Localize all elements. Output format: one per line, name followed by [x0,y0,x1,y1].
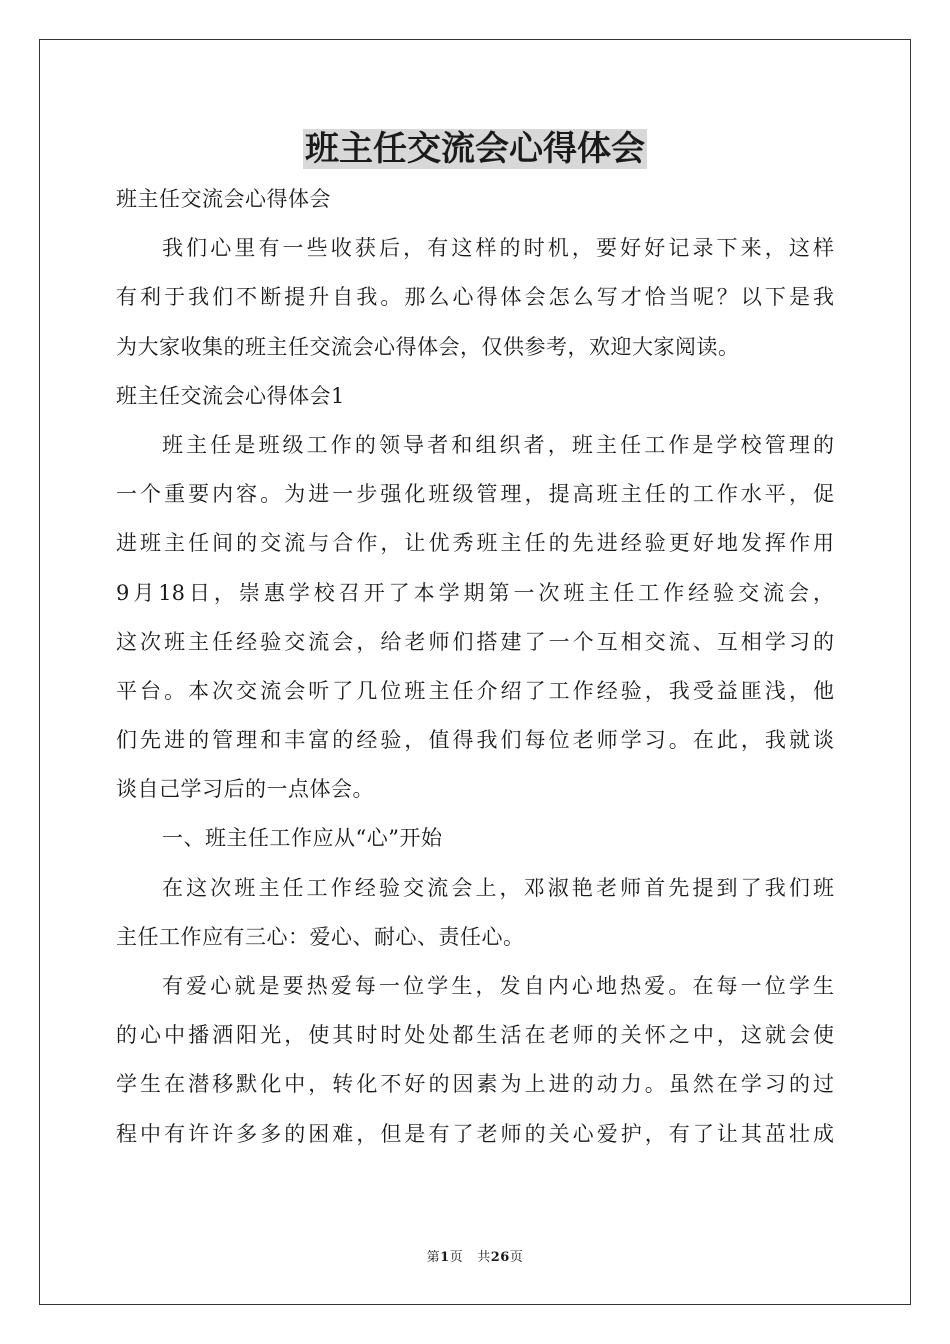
subheading-line: 一、班主任工作应从“心”开始 [162,826,443,851]
page-prefix: 第 [426,1250,441,1265]
page-footer [0,1250,950,1266]
document-body [116,175,834,1159]
total-prefix: 共 [477,1250,491,1265]
paragraph-line: 有利于我们不断提升自我。那么心得体会怎么写才恰当呢？以下是我 [116,285,834,310]
paragraph-line: 为大家收集的班主任交流会心得体会，仅供参考，欢迎大家阅读。 [116,334,740,359]
paragraph-line: 有爱心就是要热爱每一位学生，发自内心地热爱。在每一位学生 [162,974,834,998]
document-title [0,124,950,174]
paragraph-line: 平台。本次交流会听了几位班主任介绍了工作经验，我受益匪浅，他 [116,678,834,703]
page-number: 1 [440,1250,450,1265]
paragraph-line: 的心中播洒阳光，使其时时处处都生活在老师的关怀之中，这就会使 [116,1023,834,1048]
total-pages: 26 [490,1250,510,1265]
paragraph-line: 这次班主任经验交流会，给老师们搭建了一个互相交流、互相学习的 [116,629,834,654]
page-suffix: 页 [449,1250,464,1265]
paragraph-line: 们先进的管理和丰富的经验，值得我们每位老师学习。在此，我就谈 [116,728,834,753]
section-heading: 班主任交流会心得体会1 [116,383,345,408]
paragraph-line: 9月18日，崇惠学校召开了本学期第一次班主任工作经验交流会， [116,580,834,605]
subtitle-line: 班主任交流会心得体会 [116,187,331,211]
paragraph-line: 程中有许许多多的困难，但是有了老师的关心爱护，有了让其茁壮成 [116,1121,834,1146]
document-title-text: 班主任交流会心得体会 [305,129,645,169]
paragraph-line: 谈自己学习后的一点体会。 [116,777,374,802]
paragraph-line: 学生在潜移默化中，转化不好的因素为上进的动力。虽然在学习的过 [116,1072,834,1097]
paragraph-line: 进班主任间的交流与合作，让优秀班主任的先进经验更好地发挥作用 [116,531,834,556]
paragraph-line: 班主任是班级工作的领导者和组织者，班主任工作是学校管理的 [162,432,834,457]
paragraph-line: 在这次班主任工作经验交流会上，邓淑艳老师首先提到了我们班 [162,875,834,900]
paragraph-line: 一个重要内容。为进一步强化班级管理，提高班主任的工作水平，促 [116,482,834,507]
total-suffix: 页 [509,1250,524,1265]
paragraph-line: 主任工作应有三心：爱心、耐心、责任心。 [116,924,525,949]
paragraph-line: 我们心里有一些收获后，有这样的时机，要好好记录下来，这样 [162,236,834,261]
